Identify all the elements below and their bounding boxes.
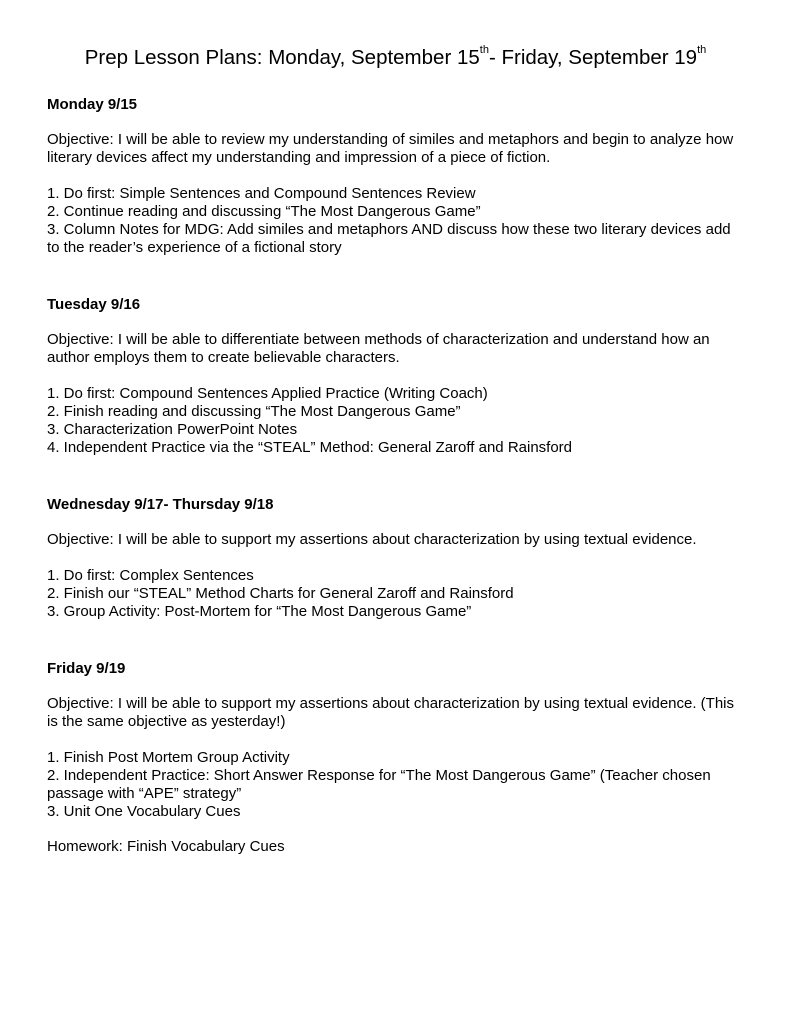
title-superscript-start: th — [479, 44, 489, 57]
task-list — [47, 185, 747, 257]
task-list — [47, 567, 747, 621]
task-list — [47, 385, 747, 457]
task-item: 2. Finish reading and discussing “The Most Dangerous Game” — [47, 403, 461, 420]
task-item: 3. Column Notes for MDG: Add similes and metaphors AND discuss how these two literary devices add to the reader’s experience of a fictional story — [47, 221, 731, 256]
day-section-friday — [47, 660, 747, 821]
day-heading: Tuesday 9/16 — [47, 296, 141, 313]
title-text-end: - Friday, September 19 — [488, 46, 698, 69]
day-heading: Monday 9/15 — [47, 96, 138, 113]
day-objective: Objective: I will be able to review my understanding of similes and metaphors and begin to analyze how literary devices affect my understanding and impression of a piece of fiction. — [47, 131, 734, 166]
day-objective: Objective: I will be able to support my assertions about characterization by using textual evidence. (This is the same objective as yesterday!) — [47, 695, 735, 730]
title-text-start: Prep Lesson Plans: Monday, September 15 — [84, 46, 480, 69]
day-heading: Friday 9/19 — [47, 660, 126, 677]
title-superscript-end: th — [697, 44, 707, 57]
day-section-monday — [47, 96, 747, 257]
task-item: 2. Finish our “STEAL” Method Charts for General Zaroff and Rainsford — [47, 585, 514, 602]
day-section-wednesday-thursday — [47, 496, 747, 621]
task-item: 1. Do first: Compound Sentences Applied Practice (Writing Coach) — [47, 385, 488, 402]
day-section-tuesday — [47, 296, 747, 457]
homework-note: Homework: Finish Vocabulary Cues — [47, 838, 285, 855]
task-item: 3. Characterization PowerPoint Notes — [47, 421, 298, 438]
task-item: 4. Independent Practice via the “STEAL” Method: General Zaroff and Rainsford — [47, 439, 573, 456]
task-item: 1. Finish Post Mortem Group Activity — [47, 749, 290, 766]
task-item: 3. Group Activity: Post-Mortem for “The Most Dangerous Game” — [47, 603, 472, 620]
page-title — [0, 44, 791, 72]
task-item: 1. Do first: Complex Sentences — [47, 567, 254, 584]
task-item: 1. Do first: Simple Sentences and Compound Sentences Review — [47, 185, 476, 202]
day-objective: Objective: I will be able to support my assertions about characterization by using textual evidence. — [47, 531, 697, 548]
task-list — [47, 749, 747, 821]
day-heading: Wednesday 9/17- Thursday 9/18 — [47, 496, 274, 513]
task-item: 2. Independent Practice: Short Answer Response for “The Most Dangerous Game” (Teacher chosen passage with “APE” strategy” — [47, 767, 711, 802]
task-item: 3. Unit One Vocabulary Cues — [47, 803, 241, 820]
day-objective: Objective: I will be able to differentiate between methods of characterization and understand how an author employs them to create believable characters. — [47, 331, 710, 366]
task-item: 2. Continue reading and discussing “The Most Dangerous Game” — [47, 203, 481, 220]
